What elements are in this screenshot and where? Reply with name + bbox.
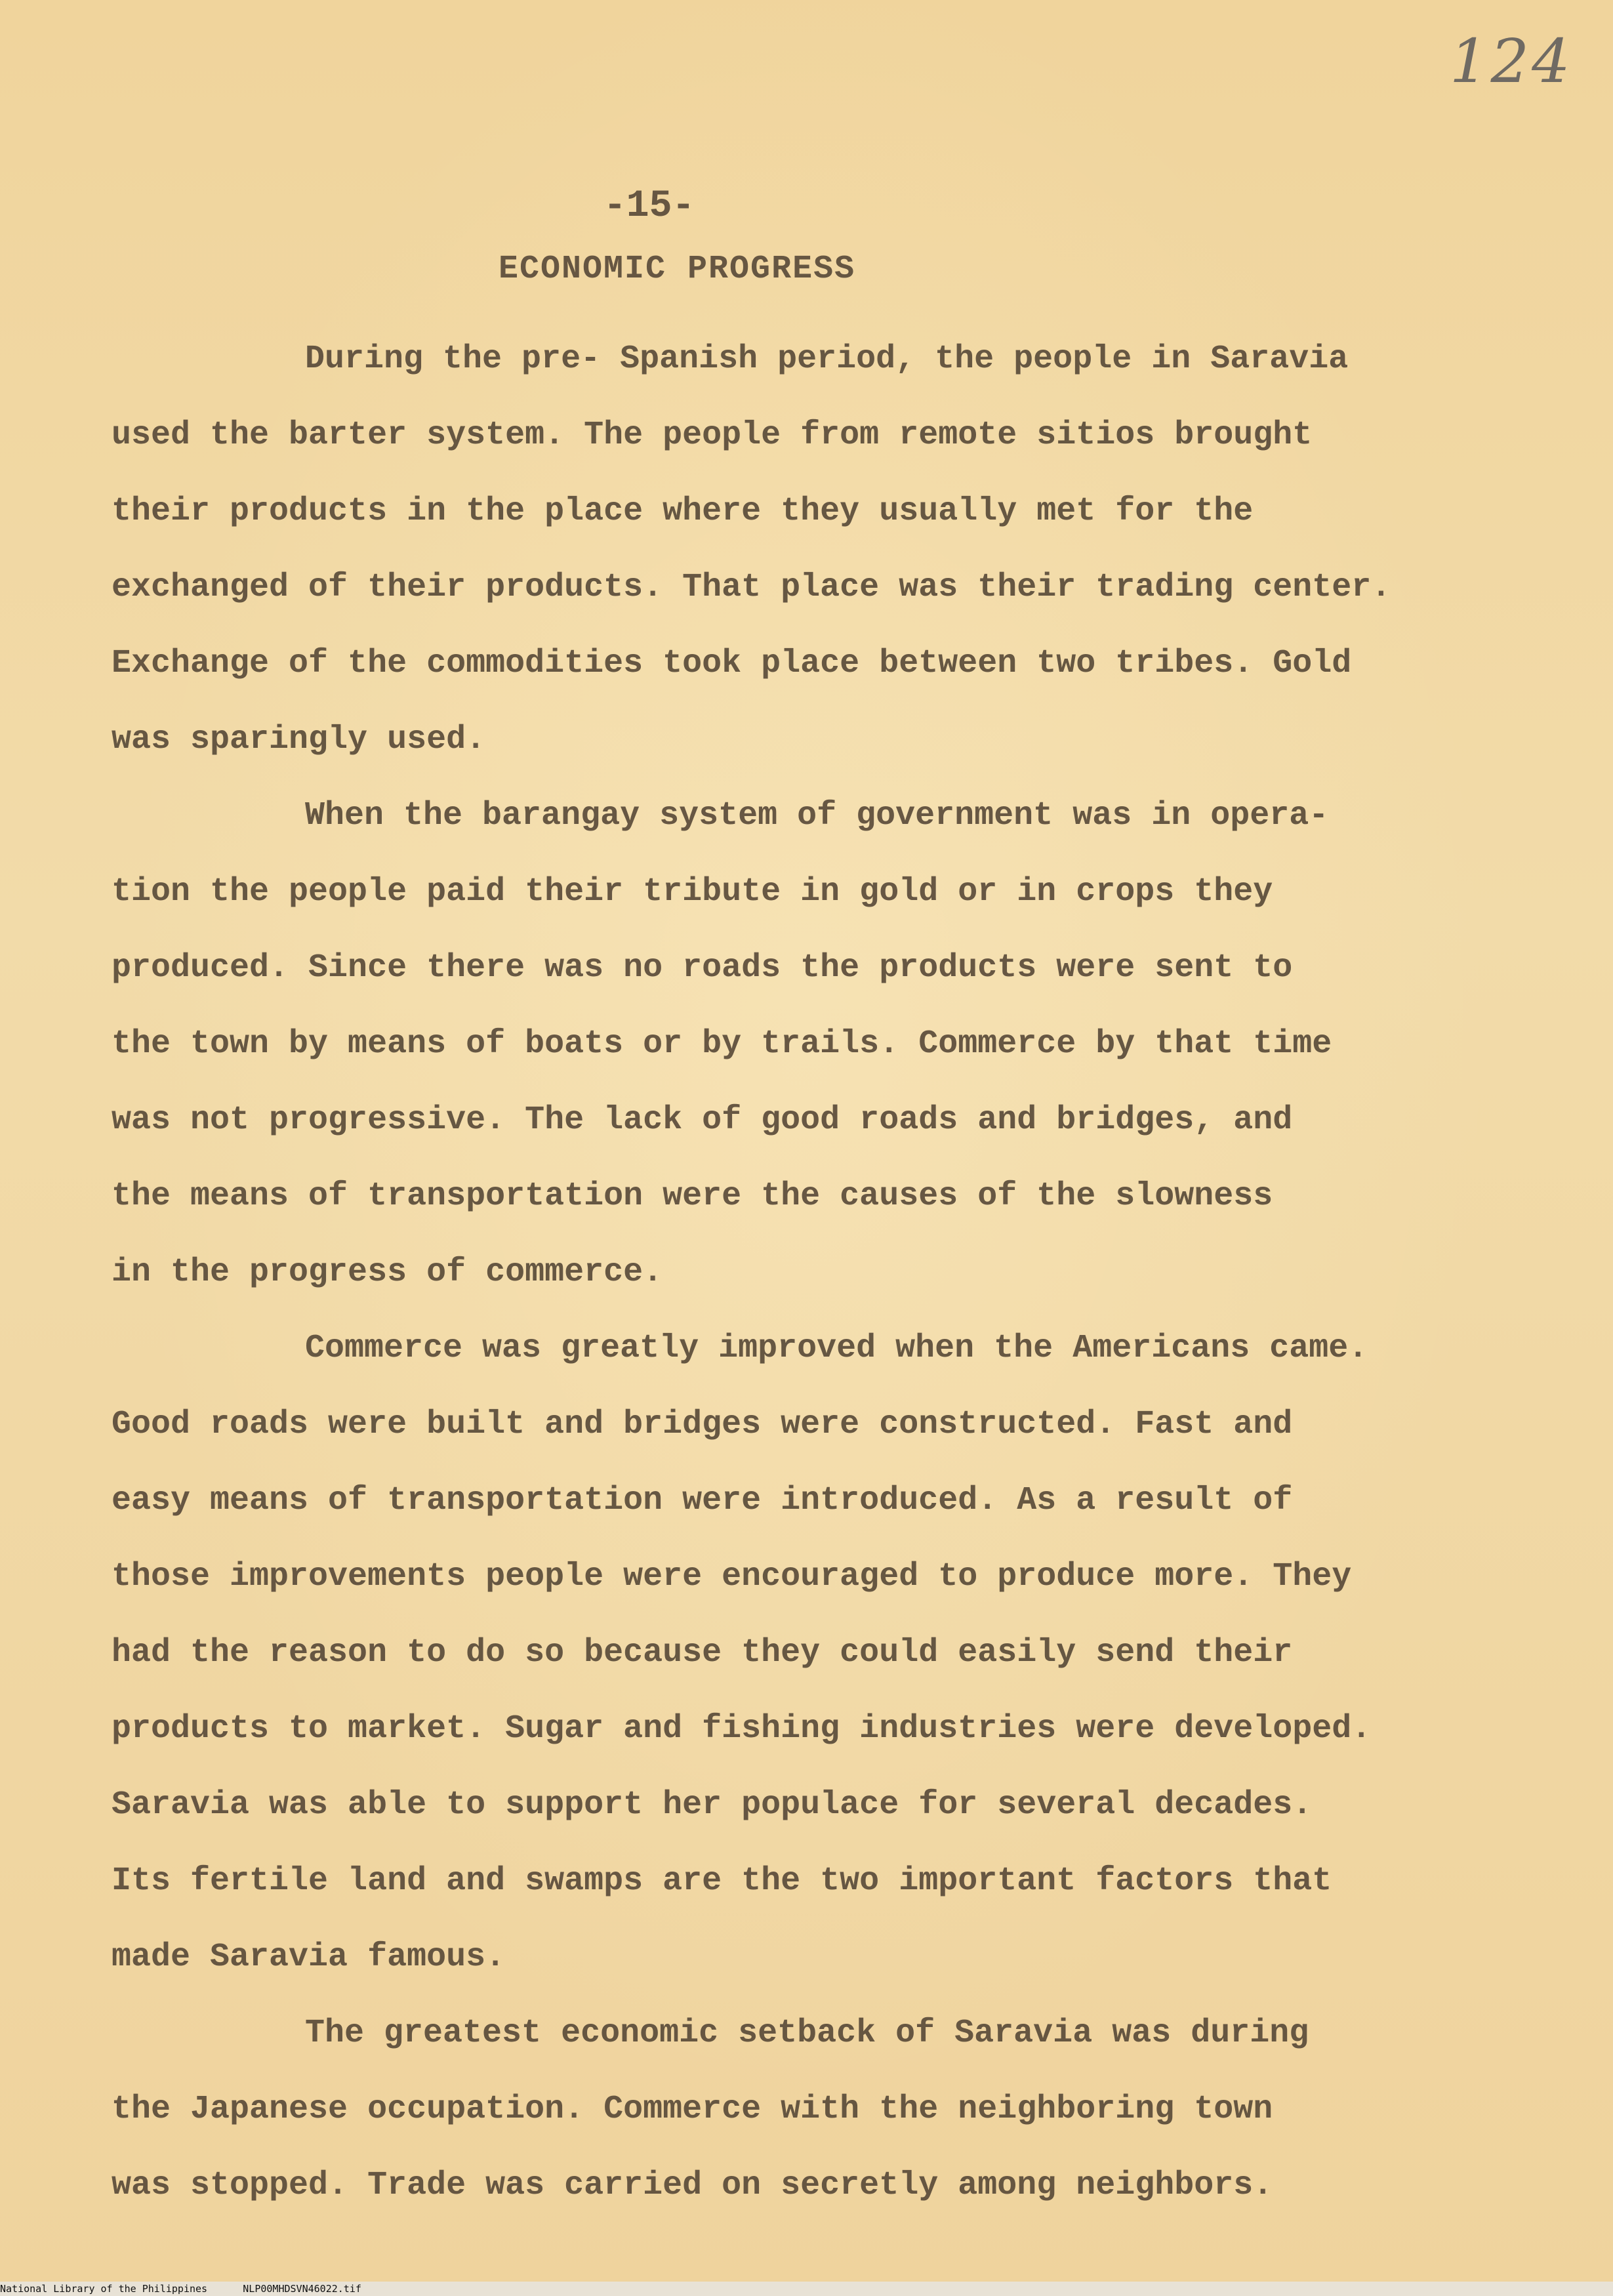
text-line: Saravia was able to support her populace for several decades.	[112, 1786, 1313, 1824]
scan-footer	[0, 2282, 1613, 2296]
text-line: Good roads were built and bridges were constructed. Fast and	[112, 1406, 1293, 1443]
page-label: -15-	[603, 185, 695, 228]
text-line: was sparingly used.	[112, 721, 486, 758]
text-line: was not progressive. The lack of good roads and bridges, and	[112, 1101, 1293, 1139]
text-line: was stopped. Trade was carried on secretly among neighbors.	[112, 2167, 1273, 2204]
handwritten-page-number: 124	[1450, 26, 1573, 96]
text-line: Commerce was greatly improved when the Americans came.	[305, 1330, 1368, 1367]
text-line: made Saravia famous.	[112, 1938, 506, 1976]
text-line: those improvements people were encouraged to produce more. They	[112, 1558, 1352, 1595]
text-line: their products in the place where they usually met for the	[112, 493, 1254, 530]
text-line: Exchange of the commodities took place between two tribes. Gold	[112, 645, 1352, 682]
text-line: in the progress of commerce.	[112, 1254, 663, 1291]
footer-filename: NLP00MHDSVN46022.tif	[243, 2283, 361, 2295]
text-line: the Japanese occupation. Commerce with the neighboring town	[112, 2091, 1273, 2128]
text-line: the town by means of boats or by trails. Commerce by that time	[112, 1025, 1332, 1063]
text-line: The greatest economic setback of Saravia was during	[305, 2015, 1309, 2052]
text-line: produced. Since there was no roads the products were sent to	[112, 949, 1293, 987]
text-line: used the barter system. The people from remote sitios brought	[112, 417, 1313, 454]
section-title: ECONOMIC PROGRESS	[499, 251, 856, 288]
footer-institution: National Library of the Philippines	[0, 2283, 208, 2295]
text-line: tion the people paid their tribute in gold or in crops they	[112, 873, 1273, 911]
body-text	[112, 321, 1522, 2224]
text-line: exchanged of their products. That place was their trading center.	[112, 569, 1391, 606]
text-line: had the reason to do so because they could easily send their	[112, 1634, 1293, 1671]
text-line: During the pre- Spanish period, the people in Saravia	[305, 340, 1349, 378]
text-line: easy means of transportation were introduced. As a result of	[112, 1482, 1293, 1519]
text-line: When the barangay system of government was in opera-	[305, 797, 1329, 834]
text-line: the means of transportation were the causes of the slowness	[112, 1178, 1273, 1215]
text-line: Its fertile land and swamps are the two important factors that	[112, 1862, 1332, 1900]
text-line: products to market. Sugar and fishing industries were developed.	[112, 1710, 1372, 1748]
